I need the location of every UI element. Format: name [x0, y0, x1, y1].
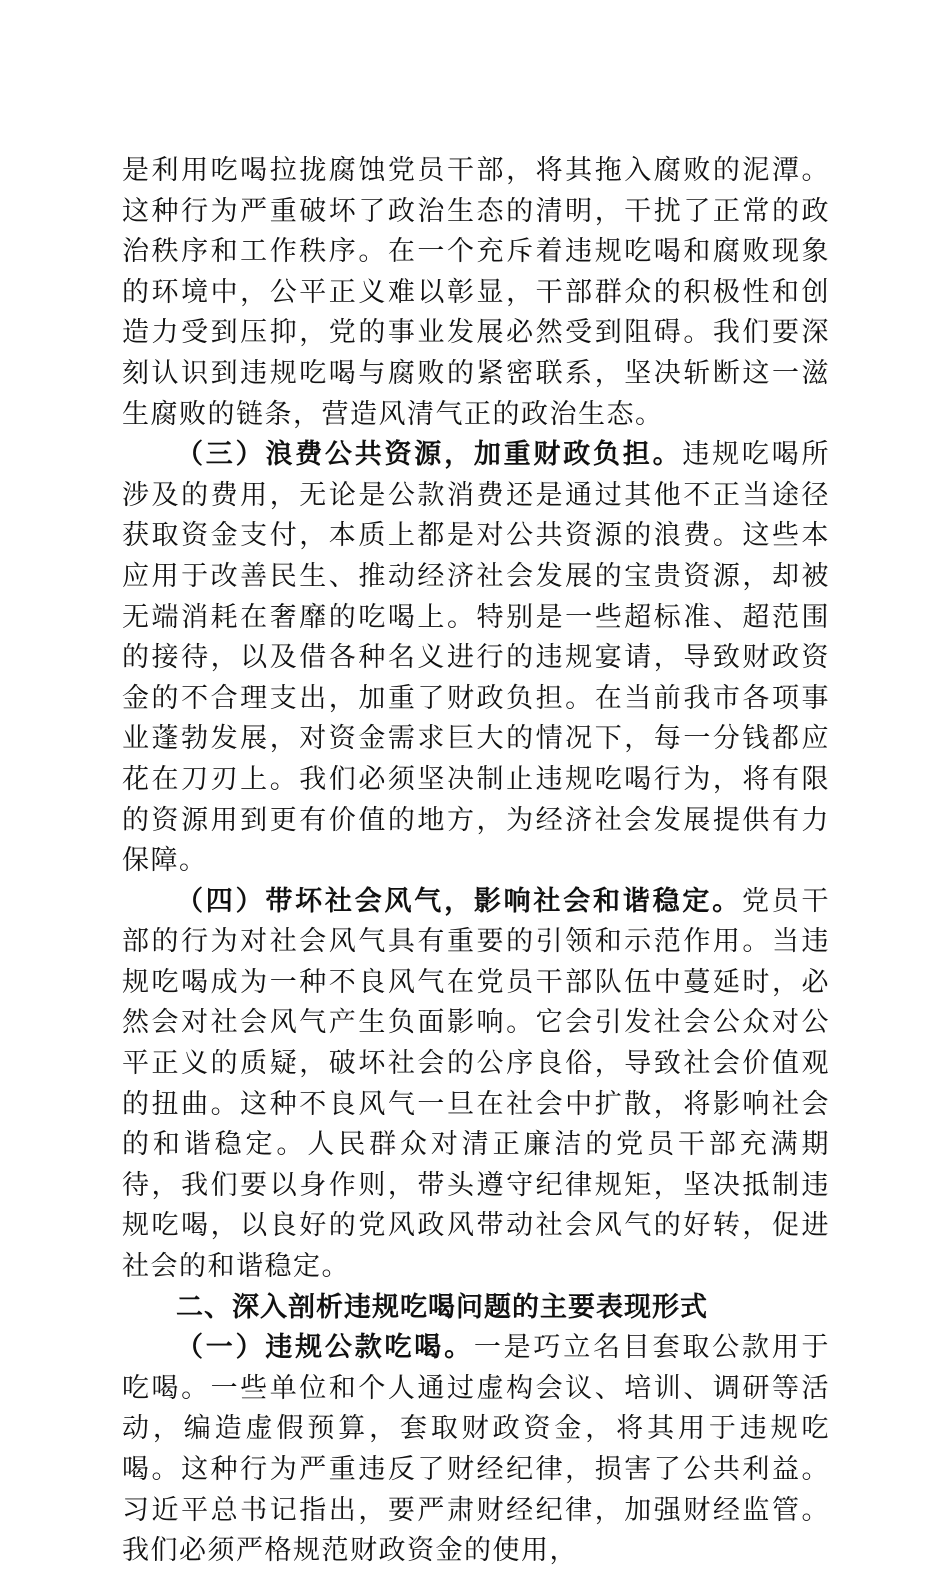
- paragraph-heading: （一）违规公款吃喝。: [176, 1332, 474, 1364]
- paragraph-political-ecology: [122, 151, 830, 435]
- paragraph-text: 是利用吃喝拉拢腐蚀党员干部，将其拖入腐败的泥潭。这种行为严重破坏了政治生态的清明，干扰了正常的政治秩序和工作秩序。在一个充斥着违规吃喝和腐败现象的环境中，公平正义难以彰显，干部群众的积极性和创造力受到压抑，党的事业发展必然受到阻碍。我们要深刻认识到违规吃喝与腐败的紧密联系，坚决斩断这一滋生腐败的链条，营造风清气正的政治生态。: [122, 155, 830, 430]
- paragraph-text: 党员干部的行为对社会风气具有重要的引领和示范作用。当违规吃喝成为一种不良风气在党员干部队伍中蔓延时，必然会对社会风气产生负面影响。它会引发社会公众对公平正义的质疑，破坏社会的公序良俗，导致社会价值观的扭曲。这种不良风气一旦在社会中扩散，将影响社会的和谐稳定。人民群众对清正廉洁的党员干部充满期待，我们要以身作则，带头遵守纪律规矩，坚决抵制违规吃喝，以良好的党风政风带动社会风气的好转，促进社会的和谐稳定。: [122, 885, 831, 1283]
- paragraph-public-funds-dining: [122, 1328, 830, 1572]
- paragraph-heading: （四）带坏社会风气，影响社会和谐稳定。: [176, 885, 742, 917]
- section-heading: 二、深入剖析违规吃喝问题的主要表现形式: [176, 1291, 708, 1323]
- paragraph-text: 一是巧立名目套取公款用于吃喝。一些单位和个人通过虚构会议、培训、调研等活动，编造虚假预算，套取财政资金，将其用于违规吃喝。这种行为严重违反了财经纪律，损害了公共利益。习近平总书记指出，要严肃财经纪律，加强财经监管。我们必须严格规范财政资金的使用，: [122, 1332, 831, 1567]
- paragraph-social-atmosphere: [122, 882, 830, 1288]
- document-body: [122, 151, 830, 1572]
- paragraph-heading: （三）浪费公共资源，加重财政负担。: [176, 439, 683, 471]
- paragraph-text: 违规吃喝所涉及的费用，无论是公款消费还是通过其他不正当途径获取资金支付，本质上都是对公共资源的浪费。这些本应用于改善民生、推动经济社会发展的宝贵资源，却被无端消耗在奢靡的吃喝上。特别是一些超标准、超范围的接待，以及借各种名义进行的违规宴请，导致财政资金的不合理支出，加重了财政负担。在当前我市各项事业蓬勃发展，对资金需求巨大的情况下，每一分钱都应花在刀刃上。我们必须坚决制止违规吃喝行为，将有限的资源用到更有价值的地方，为经济社会发展提供有力保障。: [122, 439, 831, 877]
- paragraph-waste-public-resources: [122, 435, 830, 882]
